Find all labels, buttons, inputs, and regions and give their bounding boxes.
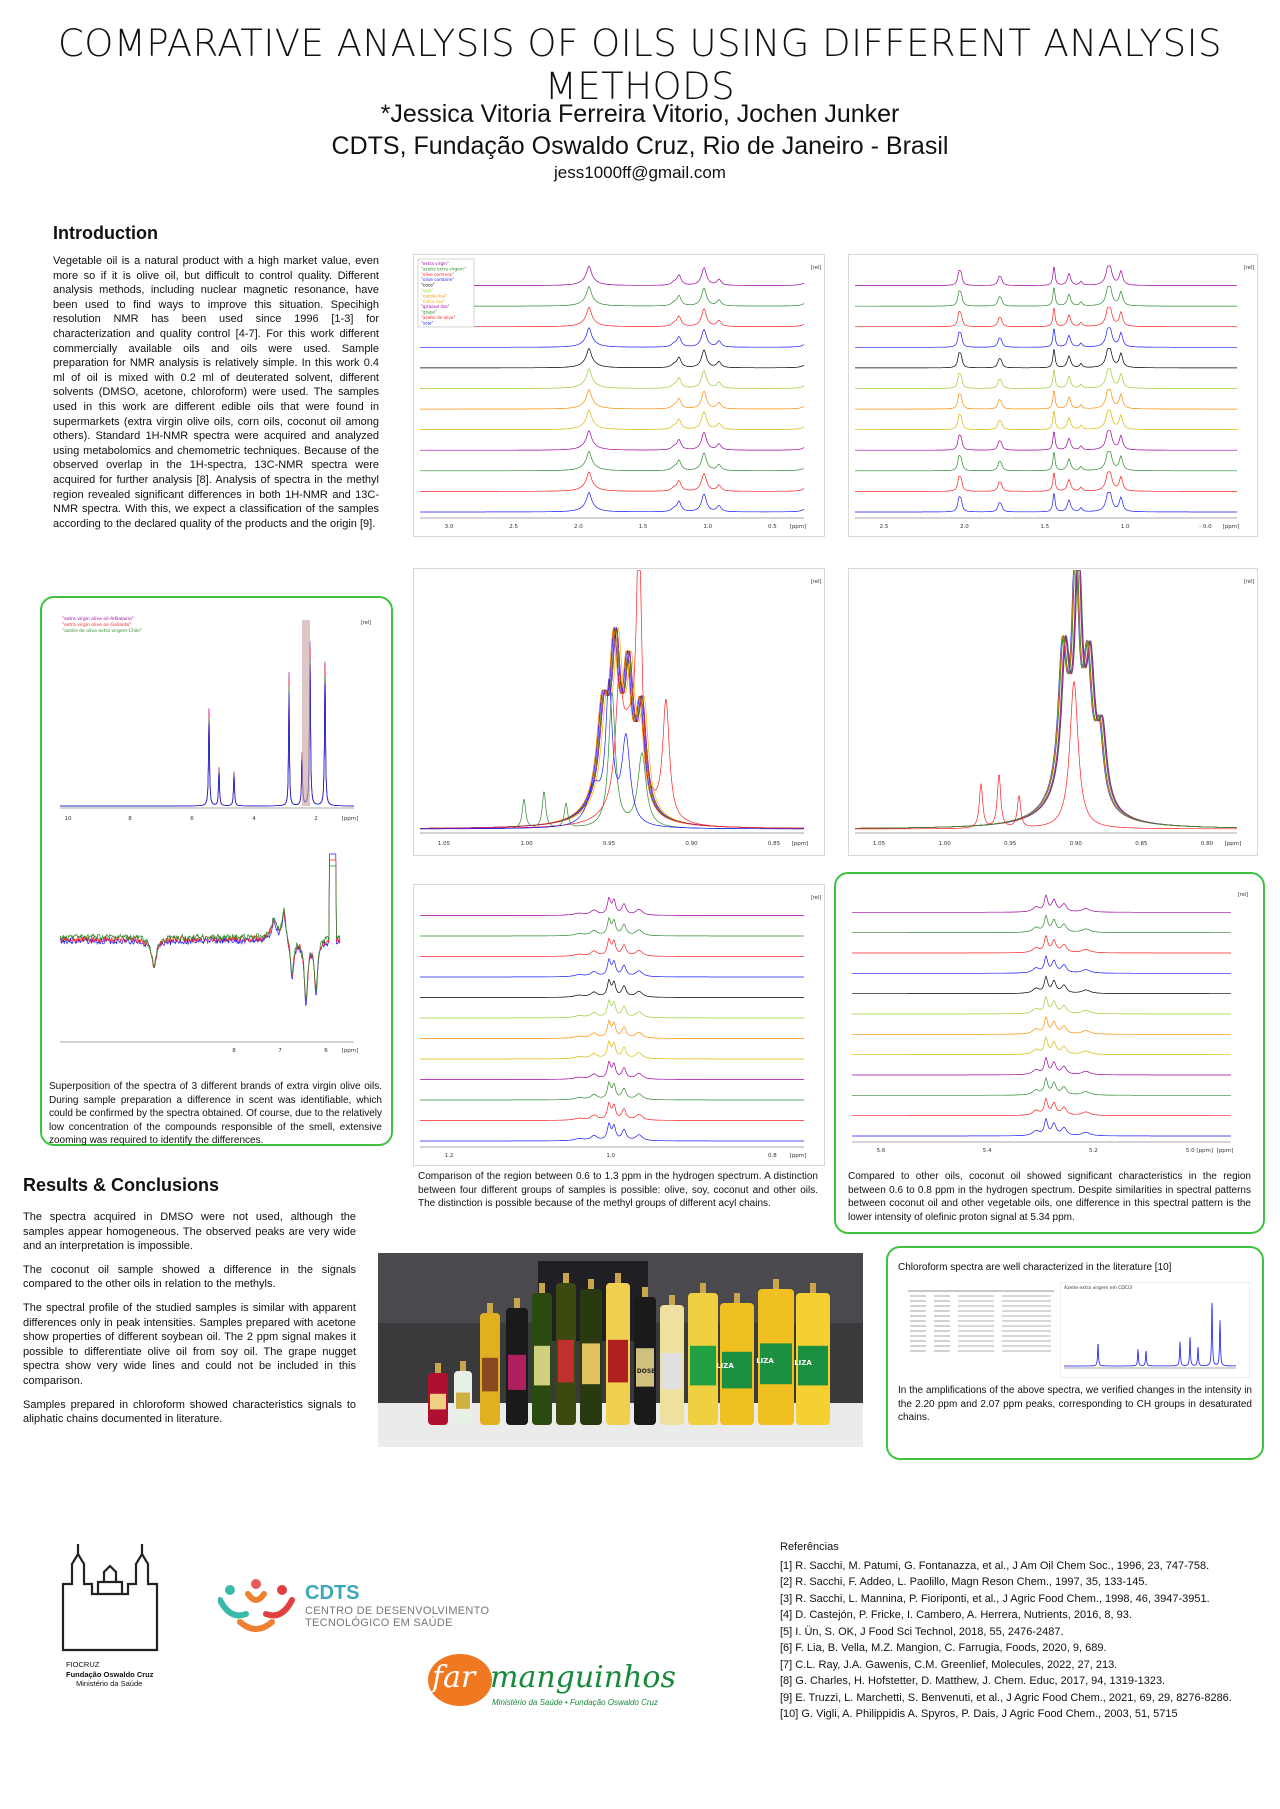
stack-b-trace <box>855 287 1237 307</box>
tick-label: 7 <box>278 1048 282 1054</box>
stack-a-trace <box>420 472 804 492</box>
legend-entry: "azeite de oliva" <box>421 315 456 320</box>
tick-label: 0.8 <box>768 1153 777 1159</box>
zoom-b-trace <box>852 915 1231 932</box>
stacked-1h-spectra-aliphatic <box>848 254 1258 537</box>
tick-label: 2.0 <box>959 524 969 530</box>
axis-unit-label: [rel] <box>1237 892 1249 898</box>
axis-unit-label: [rel] <box>810 579 822 585</box>
results-paragraph: The coconut oil sample showed a difference in the signals compared to the other oils in relation to the methyls. <box>23 1263 356 1291</box>
tick-label: 5.6 <box>876 1148 886 1154</box>
axis-unit-label: [ppm] <box>341 1048 359 1054</box>
zoom-b-trace <box>852 1037 1231 1054</box>
reference-item: [2] R. Sacchi, F. Addeo, L. Paolillo, Magn Reson Chem., 1997, 35, 133-145. <box>780 1576 1148 1588</box>
legend-entry: "girassol liza" <box>421 304 450 310</box>
tick-label: 0.85 <box>767 841 781 847</box>
axis-unit-label: [ppm] <box>791 841 809 847</box>
zoom-a-trace <box>420 1102 804 1120</box>
bottle-brand-text: LIZA <box>794 1359 812 1367</box>
olefinic-zoom-stack <box>846 882 1251 1160</box>
tick-label: 1.2 <box>444 1153 454 1159</box>
zoom-a-trace <box>420 959 804 977</box>
tick-label: 1.00 <box>938 841 951 847</box>
olive-zoom-trace <box>60 854 340 1006</box>
reference-item: [10] G. Vigli, A. Philippidis A. Spyros, P. Dais, J Agric Food Chem., 2003, 51, 5715 <box>780 1708 1178 1720</box>
legend-entry: "canola lisa" <box>421 293 448 299</box>
spectrum-frame <box>1060 1282 1250 1378</box>
stack-b-trace <box>855 369 1237 389</box>
tick-label: - 0.0 <box>1199 524 1212 530</box>
tick-label: 0.85 <box>1135 841 1148 847</box>
zoom-b-trace <box>852 1078 1231 1095</box>
tick-label: 6 <box>190 816 194 822</box>
stack-b-trace <box>855 328 1237 348</box>
tick-label: 8 <box>128 816 132 822</box>
axis-unit-label: [rel] <box>360 620 372 626</box>
zoom-b-trace <box>852 1119 1231 1136</box>
affiliation: CDTS, Fundação Oswaldo Cruz, Rio de Janeiro - Brasil <box>331 132 949 160</box>
olive-spectrum-zoom <box>54 846 379 1064</box>
introduction-heading: Introduction <box>53 223 158 243</box>
olive-caption: Superposition of the spectra of 3 different brands of extra virgin olive oils. During sample preparation a difference in scent was identifiable, which could be confirmed by the spectra obtained. Of course, due to the relatively low concentration of the compounds responsible of the smell, extensive zooming was required to identify the differences. <box>49 1081 382 1146</box>
methyl-b-trace <box>855 571 1237 829</box>
methyl-b-trace <box>855 571 1237 829</box>
bottle-label <box>558 1340 574 1383</box>
legend-entry: "azeite de oliva extra virgem-Chile" <box>62 629 143 634</box>
tick-label: 3.0 <box>444 524 454 530</box>
olive-spectrum-overlay <box>54 610 379 830</box>
bottle-label <box>608 1340 628 1383</box>
tick-label: 2.5 <box>879 524 889 530</box>
tick-label: 0.95 <box>1004 841 1017 847</box>
legend-entry: "soja" <box>421 288 434 293</box>
farmanguinhos-logo: far manguinhos Ministério da Saúde • Fundação Oswaldo Cruz <box>426 1652 686 1712</box>
bottle-label <box>482 1358 498 1392</box>
reference-item: [1] R. Sacchi, M. Patumi, G. Fontanazza, et al., J Am Oil Chem Soc., 1996, 23, 747-758. <box>780 1559 1210 1572</box>
poster-title: COMPARATIVE ANALYSIS OF OILS USING DIFFERENT ANALYSIS METHODS <box>57 22 1223 108</box>
coconut-box <box>834 872 1265 1234</box>
stack-b-trace <box>855 431 1237 451</box>
methyl-caption: Comparison of the region between 0.6 to 1.3 ppm in the hydrogen spectrum. A distinction between four different groups of samples is possible: olive, soy, coconut and other oils. The distinction is possible because of the methyl groups of different acyl chains. <box>418 1171 818 1209</box>
tick-label: 10 <box>64 816 72 822</box>
bottle-label <box>456 1393 470 1409</box>
methyl-zoom-stack <box>413 884 825 1166</box>
stack-b-trace <box>855 348 1237 368</box>
bottle-label <box>534 1346 550 1386</box>
legend-entry: "extra virgin" <box>421 261 449 266</box>
tick-label: 0.90 <box>1069 841 1082 847</box>
methyl-a-trace <box>420 571 804 829</box>
zoom-b-trace <box>852 956 1231 973</box>
methyl-a-trace <box>420 679 804 829</box>
bottle-label <box>430 1394 446 1410</box>
results-paragraph: The spectral profile of the studied samples is similar with apparent differences only in peak intensities. Samples prepared with acetone show properties of different soybean oil. The 2 ppm signal makes it possible to differentiate olive oil from soy oil. The grape nugget spectra show very wide lines and could not be included in this comparison. <box>23 1301 356 1387</box>
zoom-a-trace <box>420 897 804 915</box>
zoom-b-trace <box>852 997 1231 1014</box>
tick-label: 5.0 [ppm] <box>1185 1148 1214 1154</box>
authors-block <box>0 98 1280 162</box>
stack-a-trace <box>420 266 804 286</box>
results-paragraph: The spectra acquired in DMSO were not used, although the samples appear homogeneous. The observed peaks are very wide and an interpretation is impossible. <box>23 1211 356 1253</box>
authors: *Jessica Vitoria Ferreira Vitorio, Jochen Junker <box>380 100 900 128</box>
zoom-a-trace <box>420 918 804 936</box>
tick-label: 0.95 <box>602 841 616 847</box>
fiocruz-castle-logo <box>58 1542 163 1662</box>
zoom-b-trace <box>852 1058 1231 1075</box>
methyl-b-trace <box>855 571 1237 829</box>
legend-entry: "grape" <box>421 309 438 315</box>
methyl-b-trace <box>855 571 1237 829</box>
stack-a-trace <box>420 287 804 310</box>
stack-a-trace <box>420 307 804 327</box>
methyl-a-trace <box>420 692 804 829</box>
cdts-logo-mark <box>218 1576 296 1636</box>
stacked-1h-spectra-full <box>413 254 825 537</box>
tick-label: 1.0 <box>1120 524 1130 530</box>
legend-entry: "milho liza" <box>421 298 445 304</box>
chloroform-caption: In the amplifications of the above spectra, we verified changes in the intensity in the 2.20 ppm and 2.07 ppm peaks, corresponding to CH groups in desaturated chains. <box>898 1385 1252 1423</box>
zoom-b-trace <box>852 976 1231 993</box>
reference-item: [5] I. Ün, S. OK, J Food Sci Technol, 2018, 55, 2476-2487. <box>780 1625 1064 1638</box>
cdts-logo-text: CDTS CENTRO DE DESENVOLVIMENTO TECNOLÓGICO EM SAÚDE <box>305 1582 490 1629</box>
axis-unit-label: [ppm] <box>1224 841 1242 847</box>
zoom-b-trace <box>852 936 1231 953</box>
methyl-region-overlay-a <box>413 568 825 856</box>
results-paragraph: Samples prepared in chloroform showed characteristics signals to aliphatic chains documented in literature. <box>23 1398 356 1426</box>
chloroform-assignment-table <box>906 1288 1056 1356</box>
stack-b-trace <box>855 472 1237 492</box>
axis-unit-label: [ppm] <box>789 524 807 530</box>
chloroform-title: Chloroform spectra are well characterized in the literature [10] <box>898 1262 1172 1273</box>
axis-unit-label: [ppm] <box>1216 1148 1234 1154</box>
tick-label: 2.5 <box>509 524 519 530</box>
olive-comparison-box <box>40 596 393 1146</box>
reference-item: [8] G. Charles, H. Hofstetter, D. Matthew, J. Chem. Educ, 2017, 94, 1319-1323. <box>780 1675 1166 1687</box>
tick-label: 1.5 <box>638 524 648 530</box>
references-section <box>780 1539 1260 1723</box>
legend-entry: "soja" <box>421 320 434 326</box>
stack-a-trace <box>420 492 804 512</box>
tick-label: 0.5 <box>768 524 777 530</box>
zoom-a-trace <box>420 1061 804 1079</box>
legend-entry: "azeite extra virgem" <box>421 266 466 272</box>
tick-label: 1.0 <box>606 1153 616 1159</box>
spectrum-label: Azeite extra virgem em CDCl3 <box>1064 1286 1133 1291</box>
axis-unit-label: [ppm] <box>341 816 359 822</box>
methyl-b-trace <box>855 571 1237 829</box>
legend-entry: "extra virgin olive oil-ArBalaino" <box>62 617 134 622</box>
bottle-brand-text: LIZA <box>716 1362 734 1370</box>
axis-unit-label: [ppm] <box>1222 524 1240 530</box>
methyl-region-overlay-b <box>848 568 1258 856</box>
coconut-caption: Compared to other oils, coconut oil showed significant characteristics in the region between 0.6 to 0.8 ppm in the hydrogen spectrum. Despite similarities in spectral patterns between coconut oil and other vegetable oils, one difference in this spectral pattern is the lower intensity of olefinic proton signal at 5.34 ppm. <box>848 1171 1251 1223</box>
zoom-a-trace <box>420 1123 804 1141</box>
stack-b-trace <box>855 410 1237 430</box>
tick-label: 1.05 <box>872 841 886 847</box>
solvent-band <box>302 620 310 806</box>
zoom-b-trace <box>852 895 1231 912</box>
tick-label: 0.90 <box>685 841 698 847</box>
reference-item: [3] R. Sacchi, L. Mannina, P. Fioriponti, et al., J Agric Food Chem., 1998, 46, 3947-3951. <box>780 1592 1210 1605</box>
stack-a-trace <box>420 410 804 430</box>
legend-entry: "extra virgin olive oil-Gallardo" <box>62 623 132 628</box>
zoom-b-trace <box>852 1098 1231 1115</box>
olive-zoom-trace <box>60 866 340 1001</box>
stack-a-trace <box>420 431 804 451</box>
zoom-a-trace <box>420 1000 804 1018</box>
introduction-text: Vegetable oil is a natural product with a high market value, even more so if it is olive oil, but difficult to control quality. Different analysis methods, including nuclear magnetic resonance, have been used to find ways to improve this situation. Specihigh resolution NMR has been used since 1996 [1-3] for characterization and quality control [4-7]. For this work different commercially available oils and oils were used. Sample preparation for NMR analysis is relatively simple. In this work 0.4 ml of oil is mixed with 0.2 ml of deuterated solvent, different solvents (DMSO, acetone, chloroform) were used. The samples used in this work are different edible oils that were found in supermarkets (extra virgin olive oils, corn oils, coconut oil among others). Standard 1H-NMR spectra were acquired and analyzed using metabolomics and chemometric techniques. Because of the observed overlap in the 1H-spectra, 13C-NMR spectra were acquired for further analysis [8]. Analysis of spectra in the methyl region revealed significant differences in both 1H-NMR and 13C-NMR spectra. With this, we expect a classification of the samples according to the declared quality of the products and the origin [9]. <box>53 255 379 530</box>
stack-b-trace <box>855 390 1237 410</box>
legend-entry: "olive common" <box>421 271 455 277</box>
zoom-a-trace <box>420 1020 804 1038</box>
axis-unit-label: [rel] <box>810 895 822 901</box>
stack-b-trace <box>855 492 1237 512</box>
tick-label: 1.00 <box>520 841 533 847</box>
tick-label: 5.2 <box>1088 1148 1098 1154</box>
olive-zoom-trace <box>60 860 340 1000</box>
methyl-b-trace <box>855 571 1237 829</box>
zoom-a-trace <box>420 979 804 997</box>
axis-unit-label: [ppm] <box>789 1153 807 1159</box>
zoom-a-trace <box>420 1082 804 1100</box>
stack-b-trace <box>855 307 1237 327</box>
introduction-section <box>53 223 379 531</box>
stack-a-trace <box>420 390 804 410</box>
stack-a-trace <box>420 451 804 471</box>
tick-label: 6 <box>324 1048 328 1054</box>
tick-label: 0.80 <box>1200 841 1214 847</box>
tick-label: 8 <box>232 1048 236 1054</box>
methyl-b-trace <box>855 682 1237 829</box>
chloroform-box <box>886 1246 1264 1460</box>
reference-item: [7] C.L. Ray, J.A. Gawenis, C.M. Greenlief, Molecules, 2022, 27, 213. <box>780 1658 1118 1671</box>
results-heading: Results & Conclusions <box>23 1175 220 1195</box>
legend-entry: "coco" <box>421 282 435 288</box>
fiocruz-text: FIOCRUZ Fundação Oswaldo Cruz Ministério da Saúde <box>66 1660 154 1688</box>
bottle-brand-text: DOSE <box>636 1368 656 1375</box>
results-section <box>23 1175 356 1427</box>
tick-label: 5.4 <box>982 1148 992 1154</box>
bottle-label <box>508 1355 526 1390</box>
axis-unit-label: [rel] <box>1243 265 1255 271</box>
methyl-b-trace <box>855 571 1237 829</box>
tick-label: 1.05 <box>437 841 451 847</box>
axis-unit-label: [rel] <box>810 265 822 271</box>
methyl-b-trace <box>855 571 1237 829</box>
stack-a-trace <box>420 369 804 389</box>
zoom-a-trace <box>420 938 804 956</box>
axis-unit-label: [rel] <box>1243 579 1255 585</box>
tick-label: 2 <box>314 816 318 822</box>
reference-item: [6] F. Lia, B. Vella, M.Z. Mangion, C. Farrugia, Foods, 2020, 9, 689. <box>780 1642 1107 1654</box>
reference-item: [4] D. Castejón, P. Fricke, I. Cambero, A. Herrera, Nutrients, 2016, 8, 93. <box>780 1609 1132 1621</box>
tick-label: 1.5 <box>1040 524 1050 530</box>
bottle-label <box>582 1343 600 1384</box>
tick-label: 1.0 <box>703 524 713 530</box>
stack-a-trace <box>420 328 804 348</box>
contact-email: jess1000ff@gmail.com <box>554 163 726 182</box>
chloroform-spectrum <box>1060 1282 1250 1378</box>
stack-a-trace <box>420 348 804 368</box>
tick-label: 4 <box>252 816 256 822</box>
bottle-label <box>722 1352 752 1389</box>
tick-label: 2.0 <box>573 524 583 530</box>
references-heading: Referências <box>780 1541 839 1553</box>
legend-entry: "olive combine" <box>421 277 455 283</box>
zoom-a-trace <box>420 1041 804 1059</box>
stack-b-trace <box>855 451 1237 471</box>
oil-bottles-photo <box>378 1253 863 1447</box>
reference-item: [9] E. Truzzi, L. Marchetti, S. Benvenuti, et al., J Agric Food Chem., 2021, 69, 29, 8276-8286. <box>780 1691 1232 1704</box>
stack-b-trace <box>855 266 1237 286</box>
bottle-label <box>690 1346 716 1386</box>
bottle-label <box>662 1353 682 1389</box>
bottle-brand-text: LIZA <box>756 1357 774 1365</box>
methyl-b-trace <box>855 571 1237 829</box>
methyl-b-trace <box>855 571 1237 829</box>
zoom-b-trace <box>852 1017 1231 1034</box>
